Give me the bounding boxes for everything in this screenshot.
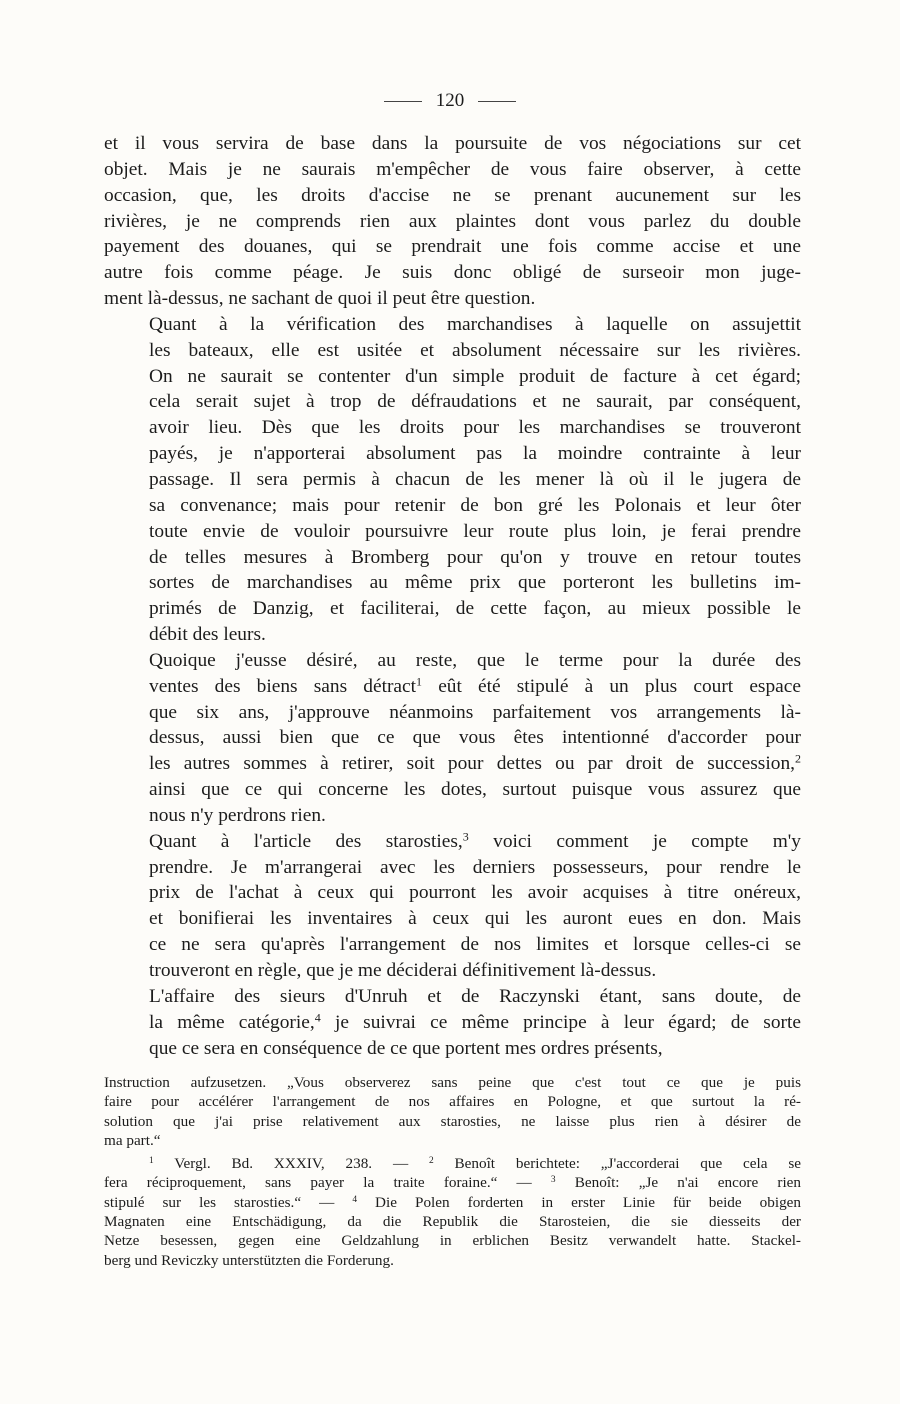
text-line	[104, 286, 801, 312]
text-line	[104, 183, 801, 209]
line-text: ventes des biens sans détract	[149, 675, 417, 697]
text-line	[104, 338, 801, 364]
text-line	[104, 1231, 801, 1250]
text-line	[104, 467, 801, 493]
text-line	[104, 234, 801, 260]
text-line	[104, 415, 801, 441]
line-text: fera réciproquement, sans payer la traite foraine.“ —	[104, 1174, 551, 1192]
footnote-marker: 3	[550, 1175, 556, 1186]
text-line	[104, 674, 801, 700]
line-text: passage. Il sera permis à chacun de les mener là où il le jugera de	[149, 468, 801, 490]
line-text: sa convenance; mais pour retenir de bon gré les Polonais et leur ôter	[149, 494, 801, 516]
line-text: payement des douanes, qui se prendrait une fois comme accise et une	[104, 236, 801, 258]
text-line	[104, 1154, 801, 1173]
line-text: objet. Mais je ne saurais m'empêcher de vous faire observer, à cette	[104, 158, 801, 180]
line-text: et il vous servira de base dans la poursuite de vos négociations sur cet	[104, 133, 801, 154]
line-text: Benoît berichtete: „J'accorderai que cela se	[433, 1155, 801, 1173]
line-text: cela serait sujet à trop de défraudations et ne saurait, par conséquent,	[149, 391, 801, 413]
paragraph	[104, 131, 801, 312]
line-text: débit des leurs.	[149, 624, 266, 646]
line-text: je suivrai ce même principe à leur égard; de sorte	[320, 1011, 801, 1033]
main-text	[104, 131, 801, 1061]
text-line	[104, 1112, 801, 1131]
footnote-marker: 4	[314, 1010, 321, 1025]
line-text: ce ne sera qu'après l'arrangement de nos limites et lorsque celles-ci se	[149, 934, 801, 956]
line-text: les autres sommes à retirer, soit pour dettes ou par droit de succession,	[149, 753, 795, 775]
text-line	[104, 880, 801, 906]
line-text: autre fois comme péage. Je suis donc obligé de surseoir mon juge-	[104, 262, 801, 284]
text-line	[104, 803, 801, 829]
line-text: ment là-dessus, ne sachant de quoi il peut être question.	[104, 288, 536, 310]
line-text: rivières, je ne comprends rien aux plaintes dont vous parlez du double	[104, 210, 801, 232]
text-line	[104, 829, 801, 855]
text-line	[104, 855, 801, 881]
line-text: Instruction aufzusetzen. „Vous observerez sans peine que c'est tout ce que je puis	[104, 1074, 801, 1091]
line-text: que six ans, j'approuve néanmoins parfaitement vos arrangements là-	[149, 701, 801, 723]
text-line	[104, 648, 801, 674]
text-line	[104, 1036, 801, 1062]
line-text: L'affaire des sieurs d'Unruh et de Raczynski étant, sans doute, de	[149, 985, 801, 1007]
text-line	[104, 958, 801, 984]
line-text: ainsi que ce qui concerne les dotes, surtout puisque vous assurez que	[149, 779, 801, 801]
line-text: nous n'y perdrons rien.	[149, 804, 326, 826]
footnote-marker: 3	[462, 829, 469, 844]
text-line	[104, 545, 801, 571]
paragraph	[104, 648, 801, 829]
text-line	[104, 1010, 801, 1036]
paragraph	[104, 984, 801, 1062]
text-line	[104, 1193, 801, 1212]
text-line	[104, 157, 801, 183]
line-text: trouveront en règle, que je me déciderai définitivement là-dessus.	[149, 960, 657, 981]
text-line	[104, 1073, 801, 1092]
paragraph	[104, 312, 801, 648]
line-text: stipulé sur les starosties.“ —	[104, 1193, 353, 1211]
line-text: prendre. Je m'arrangerai avec les derniers possesseurs, pour rendre le	[149, 856, 801, 878]
text-line	[104, 493, 801, 519]
line-text: primés de Danzig, et faciliterai, de cette façon, au mieux possible le	[149, 598, 801, 620]
text-line	[104, 1212, 801, 1231]
line-text: avoir lieu. Dès que les droits pour les marchandises se trouveront	[149, 417, 801, 439]
line-text: dessus, aussi bien que ce que vous êtes intentionné d'accorder pour	[149, 727, 801, 749]
text-line	[104, 622, 801, 648]
line-text: Magnaten eine Entschädigung, da die Republik die Starosteien, die sie diesseits der	[104, 1213, 801, 1231]
text-line	[104, 1173, 801, 1192]
line-text: Die Polen forderten in erster Linie für beide obigen	[357, 1193, 801, 1211]
line-text: eût été stipulé à un plus court espace	[422, 675, 801, 697]
text-line	[104, 570, 801, 596]
footnote-marker: 2	[428, 1156, 434, 1167]
paragraph	[104, 829, 801, 984]
text-line	[104, 441, 801, 467]
page-header	[0, 90, 900, 112]
line-text: la même catégorie,	[149, 1011, 315, 1033]
text-line	[104, 700, 801, 726]
text-line	[104, 777, 801, 803]
line-text: Quant à l'article des starosties,	[149, 830, 463, 852]
text-line	[104, 131, 801, 157]
header-rule-left	[384, 101, 422, 102]
line-text: de telles mesures à Bromberg pour qu'on y trouve en retour toutes	[149, 546, 801, 568]
line-text: faire pour accélérer l'arrangement de nos affaires en Pologne, et que surtout la ré-	[104, 1093, 801, 1111]
footnotes	[104, 1073, 801, 1270]
line-text: et bonifierai les inventaires à ceux qui les auront eues en don. Mais	[149, 908, 801, 930]
footnote-marker: 4	[352, 1194, 358, 1205]
text-line	[104, 519, 801, 545]
footnote-marker: 1	[149, 1156, 154, 1167]
footnote-instruction	[104, 1073, 801, 1150]
line-text: sortes de marchandises au même prix que porteront les bulletins im-	[149, 572, 801, 594]
line-text: Quant à la vérification des marchandises à laquelle on assujettit	[149, 313, 801, 335]
line-text: ma part.“	[104, 1131, 161, 1149]
text-line	[104, 364, 801, 390]
line-text: solution que j'ai prise relativement aux starosties, ne laisse plus rien à désirer de	[104, 1112, 801, 1130]
line-text: Quoique j'eusse désiré, au reste, que le terme pour la durée des	[149, 649, 801, 671]
line-text: prix de l'achat à ceux qui pourront les avoir acquises à titre onéreux,	[149, 882, 801, 904]
line-text: toute envie de vouloir poursuivre leur route plus loin, je ferai prendre	[149, 520, 801, 542]
footnote-marker: 1	[416, 674, 423, 689]
line-text: Benoît: „Je n'ai encore rien	[555, 1174, 802, 1192]
line-text: payés, je n'apporterai absolument pas la moindre contrainte à leur	[149, 443, 801, 465]
text-line	[104, 209, 801, 235]
text-line	[104, 260, 801, 286]
footnote-marker: 2	[794, 751, 801, 766]
line-text: que ce sera en conséquence de ce que portent mes ordres présents,	[149, 1037, 663, 1059]
line-text: Netze besessen, gegen eine Geldzahlung in erblichen Besitz verwandelt hatte. Stackel-	[104, 1232, 801, 1250]
text-line	[104, 1092, 801, 1111]
text-line	[104, 751, 801, 777]
text-line	[104, 312, 801, 338]
page-number: 120	[435, 90, 465, 111]
header-rule-right	[478, 101, 516, 102]
text-line	[104, 725, 801, 751]
text-line	[104, 1251, 801, 1270]
text-line	[104, 1131, 801, 1150]
text-line	[104, 984, 801, 1010]
text-line	[104, 389, 801, 415]
line-text: Vergl. Bd. XXXIV, 238. —	[153, 1155, 429, 1173]
line-text: voici comment je compte m'y	[468, 830, 801, 852]
line-text: les bateaux, elle est usitée et absolument nécessaire sur les rivières.	[149, 339, 801, 361]
line-text: occasion, que, les droits d'accise ne se prenant aucunement sur les	[104, 184, 801, 206]
text-line	[104, 906, 801, 932]
line-text: On ne saurait se contenter d'un simple produit de facture à cet égard;	[149, 365, 801, 387]
text-line	[104, 932, 801, 958]
text-line	[104, 596, 801, 622]
line-text: berg und Reviczky unterstützten die Forderung.	[104, 1251, 394, 1269]
footnote-list	[104, 1154, 801, 1270]
